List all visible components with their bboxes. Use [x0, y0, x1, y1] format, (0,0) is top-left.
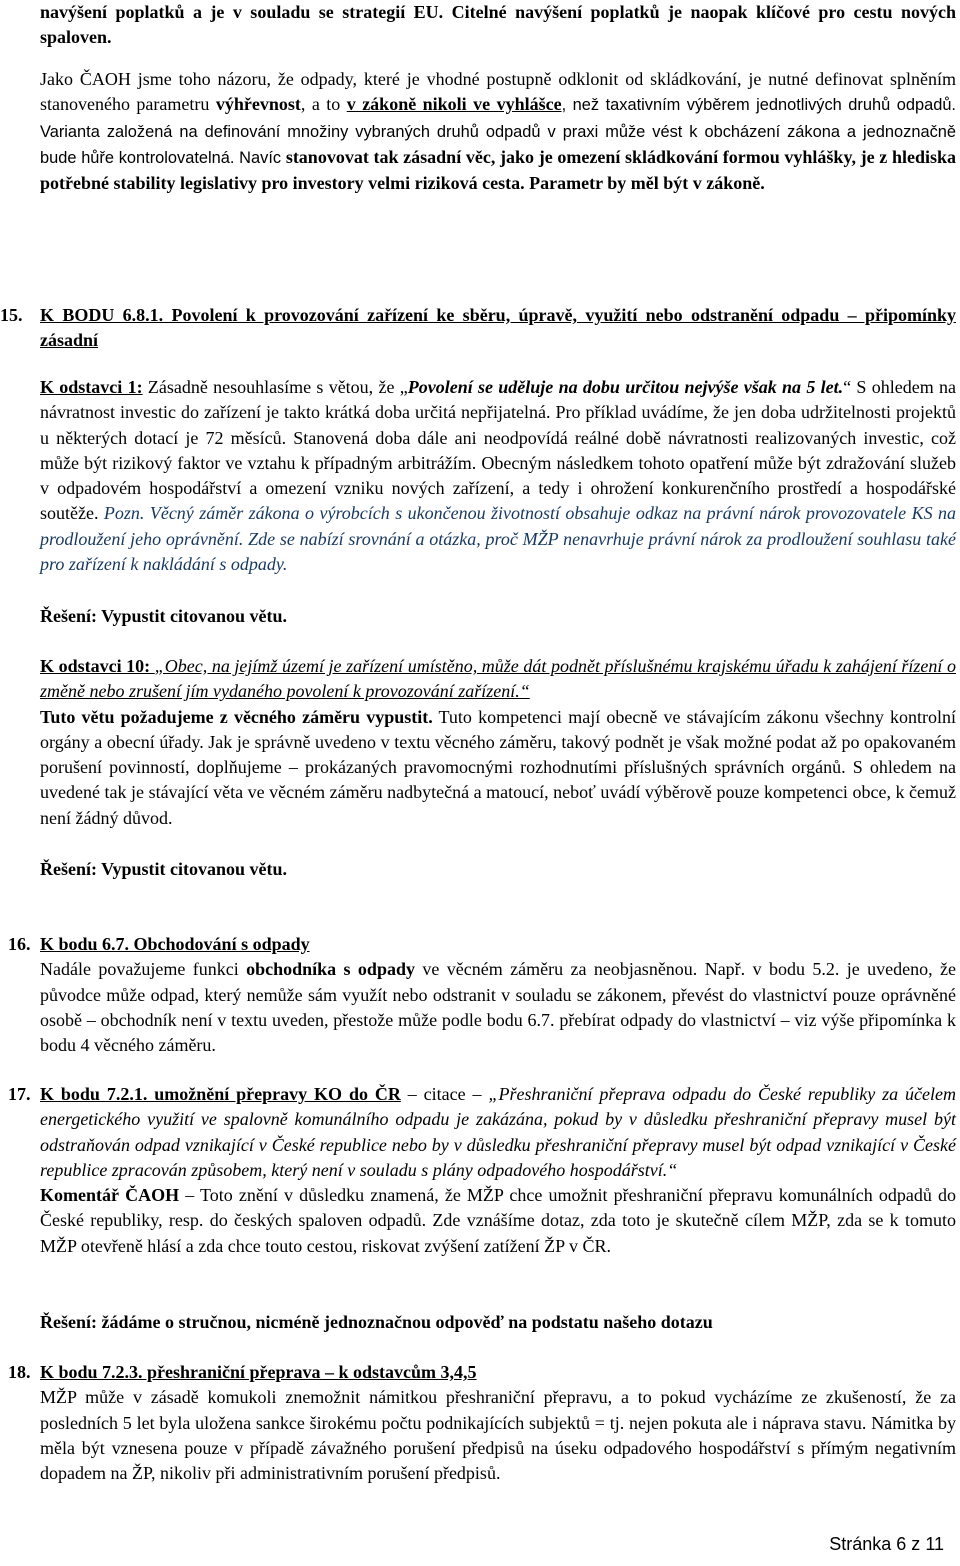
text: „Přeshraniční přeprava odpadu do České republiky za účelem energetického využití ve spalovně komunálního odpadu je zakázána, pokud by v důsledku přeshraniční přepravy musel být odstraňován odpad vznikající v České republice nebo by v důsledku přeshraniční přepravy musel být odpad vznikající v České republice zpracován způsobem, který není v souladu s plány odpadového hospodářství.“ [40, 1084, 956, 1180]
text: v zákoně nikoli ve vyhlášce [346, 94, 562, 115]
page-number: Stránka 6 z 11 [829, 1534, 944, 1554]
text: MŽP může v zásadě komukoli znemožnit námitkou přeshraniční přepravu, a to pokud vycházíme ze zkušeností, že za posledních 5 let byla uložena sankce širokému počtu podnikajících subjektů = tj. nejen pokuta ale i náprava stavu. Námitka by měla být vznesena pouze v případě závažného porušení předpisů na úseku odpadového hospodářství s přímým negativním dopadem na ŽP, nikoliv při administrativním porušení předpisů. [40, 1387, 956, 1484]
section-title: K BODU 6.8.1. Povolení k provozování zařízení ke sběru, úpravě, využití nebo odstranění odpadu – připomínky zásadní [40, 305, 956, 351]
section-16 [8, 932, 956, 1058]
text: Komentář ČAOH [40, 1185, 180, 1206]
text: Povolení se uděluje na dobu určitou nejvýše však na 5 let. [407, 377, 844, 397]
section-17-solution [40, 1310, 956, 1335]
section-15-k10-solution [40, 857, 956, 882]
text: Pozn. Věcný záměr zákona o výrobcích s ukončenou životností obsahuje odkaz na právní nárok provozovatele KS na prodloužení jeho oprávnění. Zde se nabízí srovnání a otázka, proč MŽP nenavrhuje právní nárok za prodloužení souhlasu také pro zařízení k nakládání s odpady. [40, 503, 956, 575]
text: Řešení: Vypustit citovanou větu. [40, 606, 288, 626]
text: Nadále považujeme funkci [40, 959, 247, 980]
section-number: 15. [0, 305, 23, 325]
section-title: K bodu 7.2.1. umožnění přepravy KO do ČR [40, 1084, 401, 1104]
text: Řešení: žádáme o stručnou, nicméně jednoznačnou odpověď na podstatu našeho dotazu [40, 1312, 713, 1332]
text: Tuto kompetenci mají obecně ve stávajícím zákonu všechny kontrolní orgány a obecní úřady. Jak je správně uvedeno v textu věcného záměru, takový podnět je však možné podat až po opakovaném porušení povinností, doplňujeme – prokázaných pravomocnými rozhodnutími příslušných správních orgánů. S ohledem na uvedené tak je stávající věta ve věcném záměru nadbytečná a matoucí, neboť uvádí výběrově pouze kompetenci obce, k čemuž není žádný důvod. [40, 706, 956, 828]
section-15-k1 [40, 375, 956, 577]
text: Jako ČAOH jsme toho názoru, že odpady, které je vhodné postupně odklonit od skládkování, je nutné definovat splněním stanoveného parametru [40, 69, 956, 115]
text: výhřevnost [215, 94, 301, 115]
section-number: 18. [8, 1362, 31, 1382]
text: , a to [300, 94, 347, 115]
text: Varianta založená na definování množiny vybraných druhů odpadů v praxi může vést k obcházení zákona a jednoznačně bude hůře kontrolovatelná. Navíc [40, 122, 956, 167]
intro-text: navýšení poplatků a je v souladu se strategií EU. Citelné navýšení poplatků je naopak klíčové pro cestu nových spaloven. [40, 2, 956, 48]
text: – citace – [400, 1084, 489, 1104]
section-number: 17. [8, 1084, 31, 1104]
text: stanovovat tak zásadní věc, jako je omezení skládkování formou vyhlášky, je z hlediska potřebné stability legislativy pro investory velmi riziková cesta. Parametr by měl být v zákoně. [40, 146, 956, 194]
text: Řešení: Vypustit citovanou větu. [40, 859, 288, 879]
intro-paragraph [40, 0, 956, 51]
text: , než taxativním výběrem jednotlivých druhů odpadů. [561, 96, 956, 115]
section-15-k1-solution [40, 604, 956, 629]
section-title: K bodu 6.7. Obchodování s odpady [40, 934, 310, 954]
text: obchodníka s odpady [246, 959, 415, 980]
section-17 [8, 1082, 956, 1259]
text: „Obec, na jejímž území je zařízení umístěno, může dát podnět příslušnému krajskému úřadu k zahájení řízení o změně nebo zrušení jím vydaného povolení k provozování zařízení.“ [40, 656, 956, 702]
text: K odstavci 10: [40, 656, 155, 676]
section-number: 16. [8, 934, 31, 954]
section-18 [8, 1360, 956, 1486]
text: K odstavci 1: [40, 377, 143, 397]
text: ve věcném záměru za neobjasněnou. Např. v bodu 5.2. je uvedeno, že původce může odpad, který nemůže sám využít nebo odstranit v souladu se zákonem, převést do vlastnictví pouze oprávněné osobě – obchodník není v textu uveden, přestože může podle bodu 6.7. přebírat odpady do vlastnictví – viz výše připomínka k bodu 4 věcného záměru. [40, 959, 956, 1056]
page-number-footer [829, 1534, 944, 1555]
text: – Toto znění v důsledku znamená, že MŽP chce umožnit přeshraniční přepravu komunálních odpadů do České republiky, resp. do českých spaloven odpadů. Zde vznášíme dotaz, zda toto je skutečně cílem MŽP, zda se k tomuto MŽP otevřeně hlásí a zda chce touto cestou, riskovat zvýšení zatížení ŽP v ČR. [40, 1185, 956, 1256]
caoh-opinion-paragraph [40, 67, 956, 196]
section-15-heading [0, 303, 956, 354]
text: Tuto větu požadujeme z věcného záměru vypustit. [40, 706, 433, 727]
section-15-k10 [40, 654, 956, 831]
section-title: K bodu 7.2.3. přeshraniční přeprava – k odstavcům 3,4,5 [40, 1362, 477, 1382]
text: “ S ohledem na návratnost investic do zařízení je takto krátká doba určitá nepřijatelná. Pro příklad uvádíme, že jen doba udržitelnosti projektů u některých dotací je 72 měsíců. Stanovená doba dále ani neodpovídá reálné době návratnosti realizovaných investic, což může být rizikový faktor ve vztahu k případným arbitrážím. Obecným následkem tohoto opatření může být zdražování služeb v odpadovém hospodářství a omezení vzniku nových zařízení, a tedy i ohrožení konkurenčního prostředí a hospodářské soutěže. [40, 377, 956, 524]
text: Zásadně nesouhlasíme s větou, že „ [142, 377, 408, 397]
